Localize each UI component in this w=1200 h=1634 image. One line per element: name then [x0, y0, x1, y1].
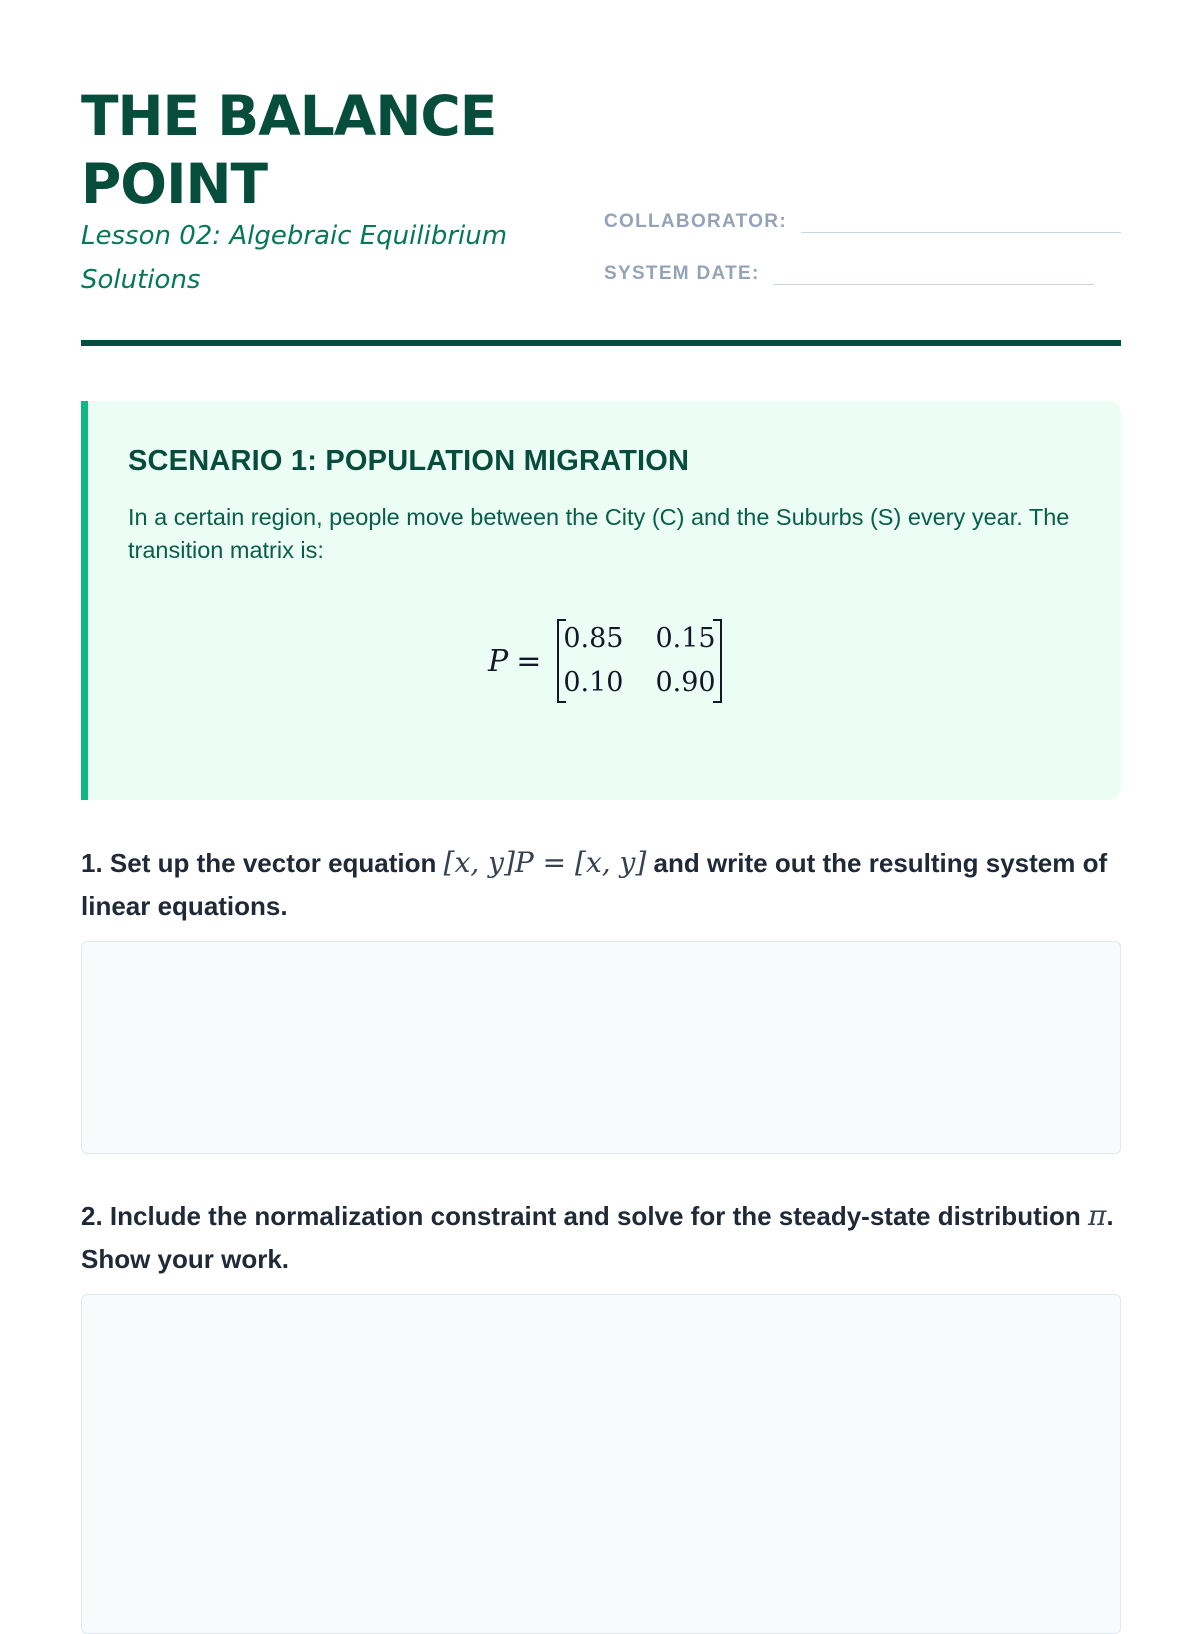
transition-matrix — [557, 619, 721, 703]
system-date-field — [604, 262, 1094, 285]
question-text: Include the normalization constraint and solve for the steady-state distribution — [109, 1201, 1081, 1231]
page-title: THE BALANCE POINT — [81, 84, 497, 216]
system-date-input-line[interactable] — [774, 284, 1094, 285]
question-1 — [81, 841, 1121, 928]
scenario-title: SCENARIO 1: POPULATION MIGRATION — [128, 445, 690, 477]
matrix-cell: 0.90 — [655, 667, 716, 698]
question-text: and write out the resulting system of linear equations. — [81, 848, 1108, 921]
question-math: [x, y]P = [x, y] — [443, 846, 647, 879]
collaborator-label: COLLABORATOR: — [604, 210, 787, 232]
question-math: π — [1087, 1199, 1107, 1232]
matrix-label: P — [488, 643, 509, 679]
system-date-label: SYSTEM DATE: — [604, 262, 760, 284]
question-2 — [81, 1194, 1121, 1281]
question-number: 1. — [81, 848, 103, 878]
answer-box-1[interactable] — [81, 941, 1121, 1154]
matrix-cell: 0.85 — [563, 623, 624, 654]
matrix-lhs — [488, 644, 541, 679]
collaborator-input-line[interactable] — [801, 232, 1121, 233]
question-number: 2. — [81, 1201, 103, 1231]
transition-matrix-equation — [488, 619, 722, 703]
collaborator-field — [604, 210, 1121, 233]
question-text: . Show your work. — [81, 1201, 1114, 1274]
matrix-cell: 0.10 — [563, 667, 624, 698]
question-text: Set up the vector equation — [109, 848, 437, 878]
scenario-card — [81, 401, 1121, 800]
matrix-cell: 0.15 — [655, 623, 716, 654]
answer-box-2[interactable] — [81, 1294, 1121, 1634]
header-divider — [81, 340, 1121, 346]
lesson-subtitle: Lesson 02: Algebraic Equilibrium Solutions — [81, 221, 508, 295]
scenario-description: In a certain region, people move between the City (C) and the Suburbs (S) every year. The transition matrix is: — [128, 504, 1070, 563]
matrix-equals: = — [516, 643, 542, 679]
